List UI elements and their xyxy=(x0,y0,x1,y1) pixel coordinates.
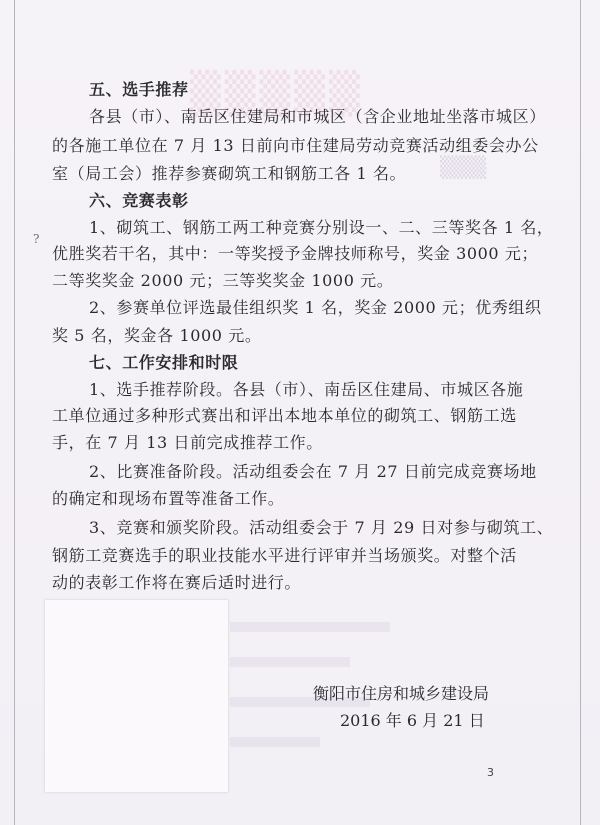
signature-date: 2016 年 6 月 21 日 xyxy=(340,711,485,730)
show-through-decoration: ▒▒▒▒▒ xyxy=(190,70,364,117)
body-line: 优胜奖若干名，其中：一等奖授予金牌技师称号，奖金 3000 元； xyxy=(52,244,539,263)
section-heading-7: 七、工作安排和时限 xyxy=(89,353,239,372)
body-line: 二等奖奖金 2000 元；三等奖奖金 1000 元。 xyxy=(52,271,394,290)
page-number: 3 xyxy=(487,766,494,779)
left-edge-line xyxy=(14,0,15,825)
body-line: 工单位通过多种形式赛出和评出本地本单位的砌筑工、钢筋工选 xyxy=(52,406,517,425)
signature-org: 衡阳市住房和城乡建设局 xyxy=(313,684,490,703)
blank-paper-patch xyxy=(45,600,228,792)
body-line: 奖 5 名，奖金各 1000 元。 xyxy=(52,326,262,345)
body-line: 的各施工单位在 7 月 13 日前向市住建局劳动竞赛活动组委会办公 xyxy=(52,136,539,155)
margin-mark: ? xyxy=(33,232,40,246)
section-heading-5: 五、选手推荐 xyxy=(89,80,189,99)
section-heading-6: 六、竞赛表彰 xyxy=(89,191,189,210)
body-line: 钢筋工竞赛选手的职业技能水平进行评审并当场颁奖。对整个活 xyxy=(52,546,517,565)
body-line: 动的表彰工作将在赛后适时进行。 xyxy=(52,573,302,592)
body-line: 2、参赛单位评选最佳组织奖 1 名，奖金 2000 元；优秀组织 xyxy=(89,298,542,317)
body-line: 1、砌筑工、钢筋工两工种竞赛分别设一、二、三等奖各 1 名， xyxy=(89,218,554,237)
body-line: 3、竞赛和颁奖阶段。活动组委会于 7 月 29 日对参与砌筑工、 xyxy=(89,518,554,537)
body-line: 的确定和现场布置等准备工作。 xyxy=(52,489,285,508)
right-edge-line xyxy=(580,0,581,825)
body-line: 2、比赛准备阶段。活动组委会在 7 月 27 日前完成竞赛场地 xyxy=(89,462,537,481)
show-through-decoration-2: ▒▒▒ xyxy=(440,155,487,179)
body-line: 1、选手推荐阶段。各县（市）、南岳区住建局、市城区各施 xyxy=(89,380,524,399)
body-line: 手，在 7 月 13 日前完成推荐工作。 xyxy=(52,433,323,452)
body-line: 各县（市）、南岳区住建局和市城区（含企业地址坐落市城区） xyxy=(89,107,546,126)
body-line: 室（局工会）推荐参赛砌筑工和钢筋工各 1 名。 xyxy=(52,164,407,183)
